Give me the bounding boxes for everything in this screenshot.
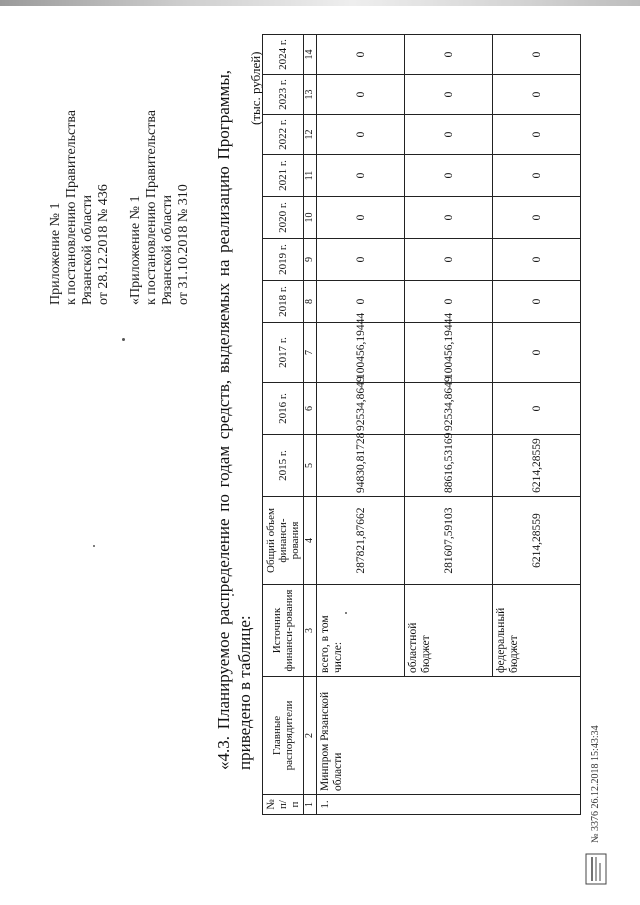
header-2018: 2018 г. xyxy=(263,281,304,323)
header-row xyxy=(263,35,304,815)
financing-table xyxy=(262,34,581,815)
header-2019: 2019 г. xyxy=(263,239,304,281)
total-cell: 287821,87662 xyxy=(317,497,405,585)
value-2023: 0 xyxy=(405,75,493,115)
value-2016: 92534,8649 xyxy=(317,383,405,435)
value-2019: 0 xyxy=(317,239,405,281)
total-cell: 6214,28559 xyxy=(493,497,581,585)
section-heading: «4.3. Планируемое распределение по годам средств, выделяемых на реализацию Программы, приведено в таблице: xyxy=(214,70,254,770)
value-2021: 0 xyxy=(405,155,493,197)
header-2023: 2023 г. xyxy=(263,75,304,115)
value-2019: 0 xyxy=(493,239,581,281)
value-2015: 6214,28559 xyxy=(493,435,581,497)
registration-stamp-text: № 3376 26.12.2018 15:43:34 xyxy=(590,725,601,843)
appendix-new-block xyxy=(48,110,112,305)
value-2021: 0 xyxy=(317,155,405,197)
col-number: 5 xyxy=(304,435,317,497)
value-2018: 0 xyxy=(493,281,581,323)
value-2017: 100456,19444 xyxy=(317,323,405,383)
value-2021: 0 xyxy=(493,155,581,197)
value-2022: 0 xyxy=(493,115,581,155)
col-number: 14 xyxy=(304,35,317,75)
table-row xyxy=(317,35,405,815)
value-2024: 0 xyxy=(405,35,493,75)
col-number: 8 xyxy=(304,281,317,323)
value-2023: 0 xyxy=(493,75,581,115)
registration-stamp-icon xyxy=(585,853,607,885)
value-2016: 0 xyxy=(493,383,581,435)
distributor-cell: Минпром Рязанской области xyxy=(317,677,581,795)
col-number: 3 xyxy=(304,585,317,677)
value-2020: 0 xyxy=(317,197,405,239)
header-total: Общий объем финанси-рования xyxy=(263,497,304,585)
row-number: 1. xyxy=(317,795,581,815)
appendix-new-line2: к постановлению Правительства xyxy=(64,109,79,305)
col-number: 9 xyxy=(304,239,317,281)
col-number: 4 xyxy=(304,497,317,585)
value-2020: 0 xyxy=(405,197,493,239)
value-2020: 0 xyxy=(493,197,581,239)
value-2019: 0 xyxy=(405,239,493,281)
appendix-old-line1: «Приложение № 1 xyxy=(128,195,143,305)
value-2023: 0 xyxy=(317,75,405,115)
header-distributor: Главные распорядители xyxy=(263,677,304,795)
appendix-new-line3: Рязанской области xyxy=(80,194,95,305)
value-2024: 0 xyxy=(493,35,581,75)
header-no: № п/п xyxy=(263,795,304,815)
col-number: 13 xyxy=(304,75,317,115)
source-cell: федеральный бюджет xyxy=(493,585,581,677)
total-cell: 281607,59103 xyxy=(405,497,493,585)
units-label: (тыс. рублей) xyxy=(248,51,263,125)
header-2015: 2015 г. xyxy=(263,435,304,497)
col-number: 6 xyxy=(304,383,317,435)
value-2024: 0 xyxy=(317,35,405,75)
appendix-old-line3: Рязанской области xyxy=(160,194,175,305)
col-number: 12 xyxy=(304,115,317,155)
header-2017: 2017 г. xyxy=(263,323,304,383)
header-2016: 2016 г. xyxy=(263,383,304,435)
value-2018: 0 xyxy=(405,281,493,323)
col-number: 10 xyxy=(304,197,317,239)
value-2022: 0 xyxy=(317,115,405,155)
value-2017: 0 xyxy=(493,323,581,383)
appendix-new-line1: Приложение № 1 xyxy=(48,202,63,305)
appendix-old-line4: от 31.10.2018 № 310 xyxy=(176,184,191,305)
header-2020: 2020 г. xyxy=(263,197,304,239)
value-2017: 100456,19444 xyxy=(405,323,493,383)
header-2021: 2021 г. xyxy=(263,155,304,197)
column-number-row xyxy=(304,35,317,815)
appendix-new-line4: от 28.12.2018 № 436 xyxy=(96,184,111,305)
value-2018: 0 xyxy=(317,281,405,323)
value-2016: 92534,8649 xyxy=(405,383,493,435)
value-2022: 0 xyxy=(405,115,493,155)
value-2015: 88616,53169 xyxy=(405,435,493,497)
appendix-old-line2: к постановлению Правительства xyxy=(144,109,159,305)
col-number: 2 xyxy=(304,677,317,795)
col-number: 7 xyxy=(304,323,317,383)
appendix-old-block xyxy=(128,110,192,305)
col-number: 1 xyxy=(304,795,317,815)
col-number: 11 xyxy=(304,155,317,197)
value-2015: 94830,81728 xyxy=(317,435,405,497)
source-cell: областной бюджет xyxy=(405,585,493,677)
header-source: Источник финанси-рования xyxy=(263,585,304,677)
header-2024: 2024 г. xyxy=(263,35,304,75)
source-cell: всего, в том числе: xyxy=(317,585,405,677)
header-2022: 2022 г. xyxy=(263,115,304,155)
